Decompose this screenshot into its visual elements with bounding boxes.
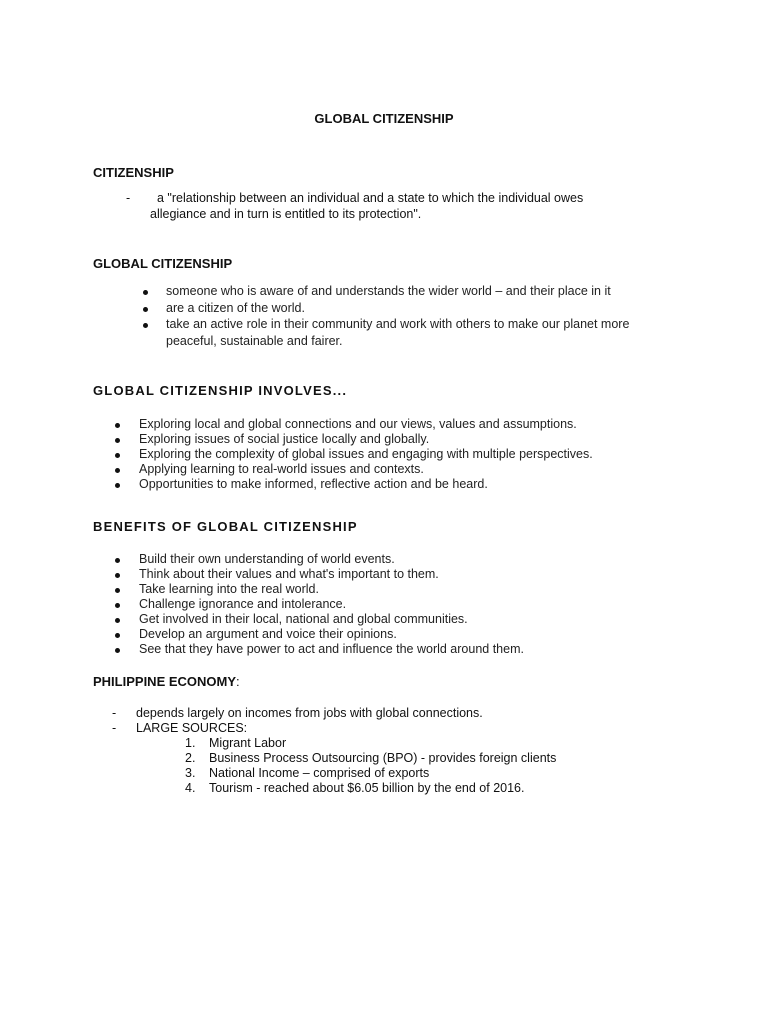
page-title: GLOBAL CITIZENSHIP	[314, 111, 454, 126]
global-citizenship-heading: GLOBAL CITIZENSHIP	[93, 256, 233, 271]
list-item: take an active role in their community and work with others to make our planet more	[166, 316, 629, 333]
list-item: See that they have power to act and influence the world around them.	[139, 642, 524, 657]
list-item: Build their own understanding of world events.	[139, 552, 524, 567]
citizenship-heading: CITIZENSHIP	[93, 165, 174, 180]
list-item: Get involved in their local, national and global communities.	[139, 612, 524, 627]
benefits-list	[139, 552, 524, 657]
bullet-icon	[115, 588, 120, 593]
list-item-continuation: peaceful, sustainable and fairer.	[166, 333, 343, 348]
definition-line-1: a "relationship between an individual and a state to which the individual owes	[157, 191, 584, 205]
involves-list	[139, 417, 593, 492]
list-item: 2. Business Process Outsourcing (BPO) - provides foreign clients	[185, 751, 557, 765]
sources-list	[185, 736, 557, 796]
definition-line-2: allegiance and in turn is entitled to its protection".	[150, 207, 422, 221]
dash-marker: -	[112, 721, 117, 735]
bullet-icon	[115, 468, 120, 473]
bullet-icon	[115, 633, 120, 638]
dash-marker: -	[126, 191, 131, 205]
bullet-icon	[143, 290, 148, 295]
bullet-icon	[115, 618, 120, 623]
list-item: someone who is aware of and understands the wider world – and their place in it	[166, 283, 629, 300]
bullet-icon	[115, 438, 120, 443]
bullet-icon	[143, 307, 148, 312]
document-page: GLOBAL CITIZENSHIP CITIZENSHIP - a "relationship between an individual and a state to which the individual owes allegiance and in turn is entitled to its protection". GLOBAL CITIZENSHIP someone who is aware of and understands the wider world – and their place in it are a citizen of the world. take an active role in their community and work with others to make our planet more peaceful, sustainable and fairer. GLOBAL CITIZENSHIP INVOLVES... Exploring local and global connections and our views, values and assumptions. Exploring issues of social justice locally and globally. Exploring the complexity of global issues and engaging with multiple perspectives. Applying learning to real-world issues and contexts. Opportunities to make informed, reflective action and be heard. BENEFITS OF GLOBAL CITIZENSHIP Build their own understanding of world events. Think about their values and what's important to them. Take learning into the real world. Challenge ignorance and intolerance. Get involved in their local, national and global communities. Develop an argument and voice their opinions. See that they have power to act and influence the world around them. PHILIPPINE ECONOMY: - depends largely on incomes from jobs with global connections. - LARGE SOURCES: 1. Migrant Labor 2. Business Process Outsourcing (BPO) - provides foreign clients 3. National Income – comprised of exports 4. Tourism - reached about $6.05 billion by the end of 2016.	[0, 0, 768, 1024]
bullet-icon	[115, 648, 120, 653]
list-item: Exploring the complexity of global issues and engaging with multiple perspectives.	[139, 447, 593, 462]
list-item: Develop an argument and voice their opinions.	[139, 627, 524, 642]
bullet-icon	[115, 453, 120, 458]
bullet-icon	[115, 573, 120, 578]
bullet-icon	[115, 558, 120, 563]
bullet-icon	[115, 423, 120, 428]
list-item: are a citizen of the world.	[166, 300, 629, 317]
dash-marker: -	[112, 706, 117, 720]
bullet-icon	[115, 483, 120, 488]
list-item: 3. National Income – comprised of exports	[185, 766, 430, 780]
list-item: Opportunities to make informed, reflective action and be heard.	[139, 477, 593, 492]
economy-heading: PHILIPPINE ECONOMY:	[93, 674, 240, 689]
list-item: Applying learning to real-world issues and contexts.	[139, 462, 593, 477]
list-item: Take learning into the real world.	[139, 582, 524, 597]
benefits-heading: BENEFITS OF GLOBAL CITIZENSHIP	[93, 519, 358, 534]
list-item: 1. Migrant Labor	[185, 736, 287, 750]
list-item: Think about their values and what's important to them.	[139, 567, 524, 582]
involves-heading: GLOBAL CITIZENSHIP INVOLVES...	[93, 383, 348, 398]
list-item: Exploring issues of social justice locally and globally.	[139, 432, 593, 447]
bullet-icon	[115, 603, 120, 608]
bullet-icon	[143, 323, 148, 328]
list-item: 4. Tourism - reached about $6.05 billion by the end of 2016.	[185, 781, 525, 795]
global-citizenship-list	[166, 283, 629, 349]
list-item: Challenge ignorance and intolerance.	[139, 597, 524, 612]
list-item: Exploring local and global connections and our views, values and assumptions.	[139, 417, 593, 432]
